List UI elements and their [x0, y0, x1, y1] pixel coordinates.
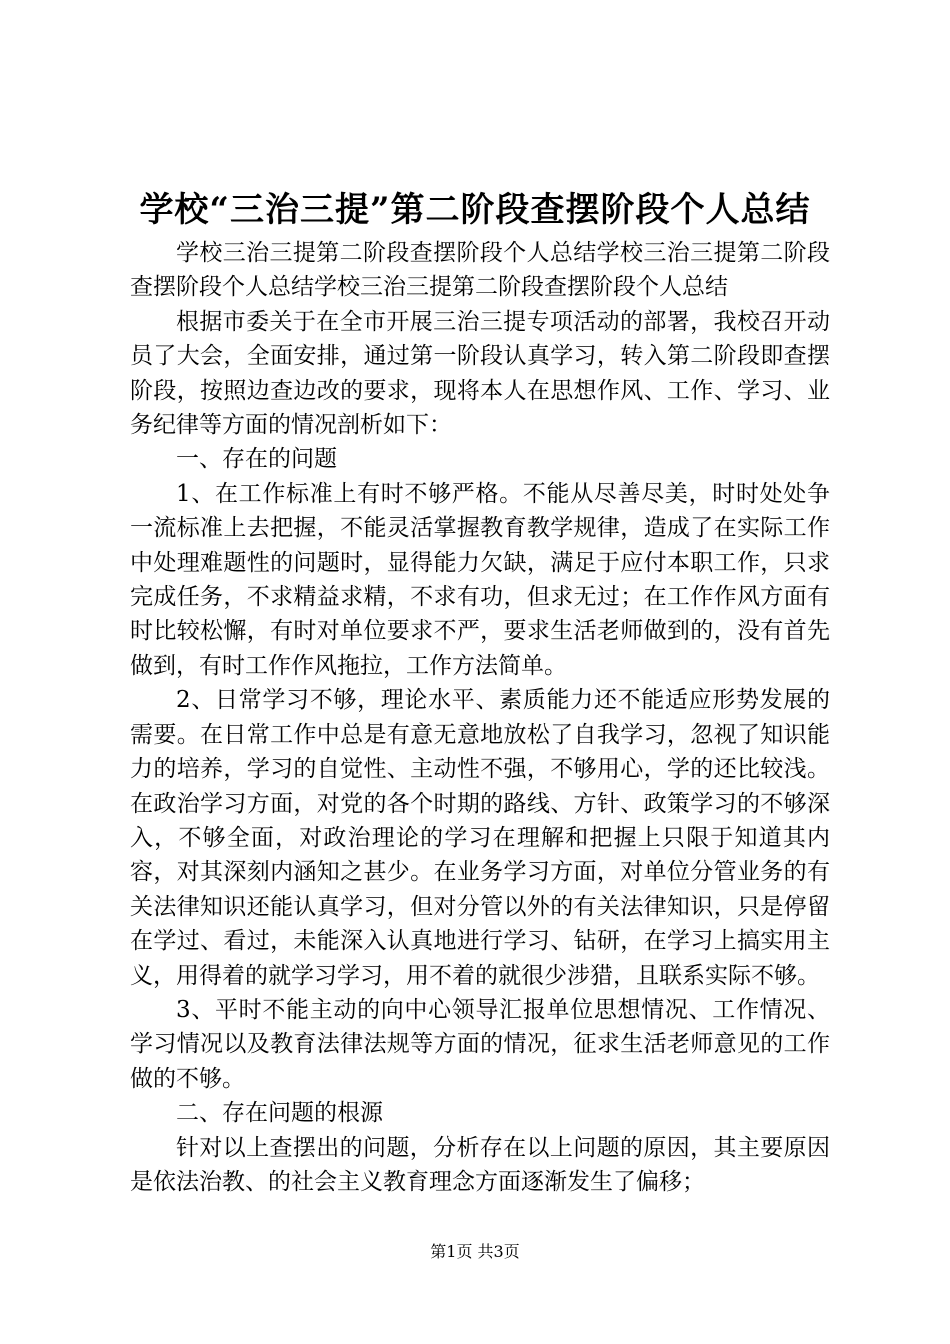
paragraph-problem-1: 1、在工作标准上有时不够严格。不能从尽善尽美，时时处处争一流标准上去把握，不能灵活掌握教育教学规律，造成了在实际工作中处理难题性的问题时，显得能力欠缺，满足于应付本职工作，只求完成任务，不求精益求精，不求有功，但求无过；在工作作风方面有时比较松懈，有时对单位要求不严，要求生活老师做到的，没有首先做到，有时工作作风拖拉，工作方法简单。 [130, 480, 830, 679]
paragraph-problem-2: 2、日常学习不够，理论水平、素质能力还不能适应形势发展的需要。在日常工作中总是有意无意地放松了自我学习，忽视了知识能力的培养，学习的自觉性、主动性不强，不够用心，学的还比较浅。在政治学习方面，对党的各个时期的路线、方针、政策学习的不够深入，不够全面，对政治理论的学习在理解和把握上只限于知道其内容，对其深刻内涵知之甚少。在业务学习方面，对单位分管业务的有关法律知识还能认真学习，但对分管以外的有关法律知识，只是停留在学过、看过，未能深入认真地进行学习、钻研，在学习上搞实用主义，用得着的就学习学习，用不着的就很少涉猎，且联系实际不够。 [130, 687, 830, 989]
paragraph-background: 根据市委关于在全市开展三治三提专项活动的部署，我校召开动员了大会，全面安排，通过第一阶段认真学习，转入第二阶段即查摆阶段，按照边查边改的要求，现将本人在思想作风、工作、学习、业务纪律等方面的情况剖析如下： [130, 308, 830, 439]
section-heading-roots: 二、存在问题的根源 [176, 1100, 383, 1127]
paragraph-roots: 针对以上查摆出的问题，分析存在以上问题的原因，其主要原因是依法治教、的社会主义教育理念方面逐渐发生了偏移； [130, 1134, 830, 1195]
page-number-footer: 第1页 共3页 [430, 1242, 520, 1261]
document-body [130, 236, 830, 1199]
section-heading-problems: 一、存在的问题 [176, 446, 337, 473]
paragraph-intro: 学校三治三提第二阶段查摆阶段个人总结学校三治三提第二阶段查摆阶段个人总结学校三治三提第二阶段查摆阶段个人总结 [130, 240, 830, 301]
document-title: 学校“三治三提”第二阶段查摆阶段个人总结 [139, 190, 811, 230]
paragraph-problem-3: 3、平时不能主动的向中心领导汇报单位思想情况、工作情况、学习情况以及教育法律法规等方面的情况，征求生活老师意见的工作做的不够。 [130, 996, 830, 1092]
